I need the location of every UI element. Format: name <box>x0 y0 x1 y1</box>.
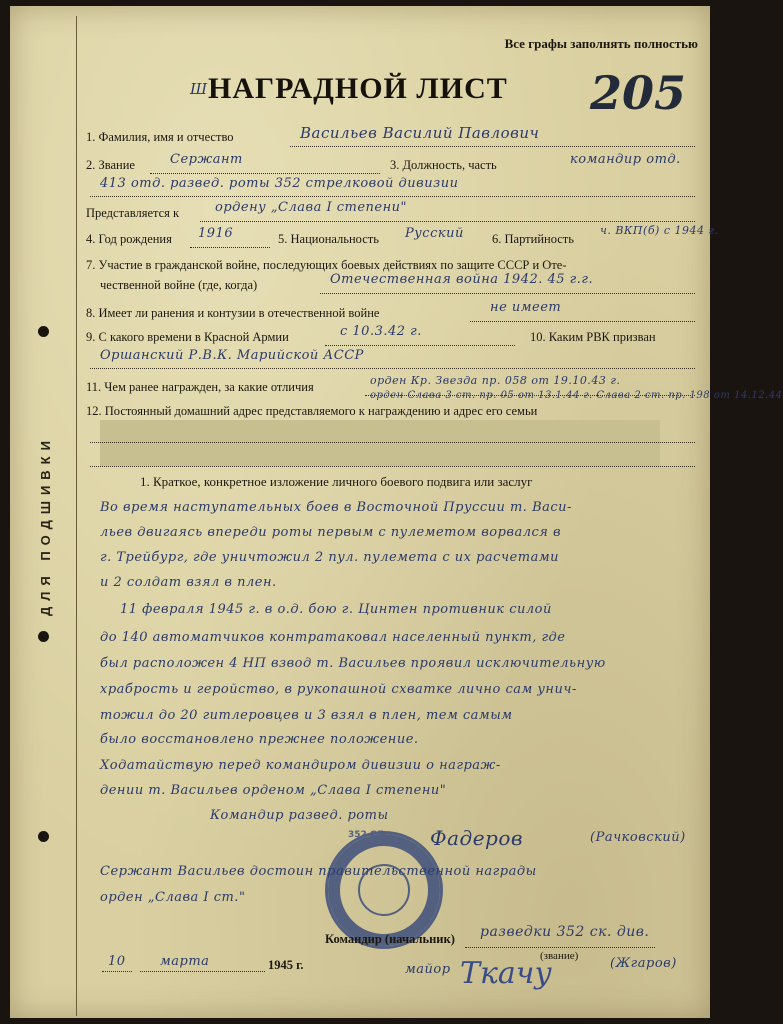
field-1-value: Васильев Василий Павлович <box>300 124 540 142</box>
field-2-label: 2. Звание <box>86 158 135 172</box>
document-title: НАГРАДНОЙ ЛИСТ <box>208 72 508 105</box>
field-5-label: 5. Национальность <box>278 232 379 246</box>
section-1-heading: 1. Краткое, конкретное изложение личного боевого подвига или заслуг <box>140 474 533 489</box>
field-8-label: 8. Имеет ли ранения и контузии в отечественной войне <box>86 306 380 320</box>
punch-hole <box>38 831 49 842</box>
field-2-value: Сержант <box>170 152 243 167</box>
field-7-label-1: 7. Участие в гражданской войне, последующих боевых действиях по защите СССР и Оте- <box>86 258 567 272</box>
document-number: 205 <box>590 66 687 120</box>
stamp-text: 352 СД <box>348 830 385 840</box>
stamp-emblem <box>358 864 410 916</box>
field-2-line <box>150 173 380 174</box>
commander-signature: Фадеров <box>430 826 524 850</box>
commander-line <box>465 947 655 948</box>
represented-value: ордену „Слава I степени" <box>215 200 408 215</box>
narrative-line: и 2 солдат взял в плен. <box>100 575 277 590</box>
field-12-line <box>90 442 695 443</box>
narrative-line: Командир развед. роты <box>210 808 389 823</box>
fill-all-notice: Все графы заполнять полностью <box>504 36 698 51</box>
punch-hole <box>38 326 49 337</box>
field-9-label: 9. С какого времени в Красной Армии <box>86 330 289 344</box>
field-6-value: ч. ВКП(б) с 1944 г. <box>600 224 719 237</box>
field-4-line <box>190 247 270 248</box>
field-11-value: орден Кр. Звезда пр. 058 от 19.10.43 г. <box>370 374 621 387</box>
field-5-value: Русский <box>405 226 464 241</box>
field-3-line <box>90 196 695 197</box>
field-12-line <box>90 466 695 467</box>
commander-value: разведки 352 ск. див. <box>480 924 650 940</box>
narrative-line: дении т. Васильев орденом „Слава I степени" <box>100 783 447 798</box>
field-4-value: 1916 <box>198 226 234 241</box>
commander-label: Командир (начальник) <box>325 932 455 946</box>
rank-label: (звание) <box>540 950 579 962</box>
field-3-continuation: 413 отд. развед. роты 352 стрелковой дивизии <box>100 176 459 191</box>
rank-value: майор <box>405 962 451 977</box>
field-12-label: 12. Постоянный домашний адрес представляемого к награждению и адрес его семьи <box>86 404 538 418</box>
signer-name: (Жгаров) <box>610 956 677 971</box>
date-month-line <box>140 971 265 972</box>
represented-line <box>200 221 695 222</box>
field-7-label-2: чественной войне (где, когда) <box>100 278 258 292</box>
award-sheet <box>10 6 783 1018</box>
field-11-label: 11. Чем ранее награжден, за какие отличия <box>86 380 314 394</box>
narrative-line: до 140 автоматчиков контратаковал населенный пункт, где <box>100 630 566 645</box>
narrative-line: было восстановлено прежнее положение. <box>100 732 419 747</box>
title-prefix: Ш <box>190 80 208 98</box>
field-7-value: Отечественная война 1942. 45 г.г. <box>330 272 594 287</box>
narrative-line: льев двигаясь впереди роты первым с пулеметом ворвался в <box>100 525 562 540</box>
resolution-line: Сержант Васильев достоин правительственной награды <box>100 864 537 879</box>
narrative-line: храбрость и геройство, в рукопашной схватке лично сам унич- <box>100 682 577 697</box>
date-year: 1945 г. <box>268 958 304 972</box>
field-1-line <box>290 146 695 147</box>
date-day-line <box>102 971 132 972</box>
narrative-line: тожил до 20 гитлеровцев и 3 взял в плен, тем самым <box>100 708 513 723</box>
field-10-value: Оршанский Р.В.К. Марийской АССР <box>100 348 364 363</box>
binding-margin-line <box>76 16 77 1016</box>
date-month: марта <box>160 954 210 969</box>
field-10-label: 10. Каким РВК призван <box>530 330 656 344</box>
represented-label: Представляется к <box>86 206 180 220</box>
field-8-line <box>470 321 695 322</box>
field-4-label: 4. Год рождения <box>86 232 172 246</box>
field-6-label: 6. Партийность <box>492 232 574 246</box>
final-signature: Ткачу <box>460 956 552 991</box>
narrative-line: г. Трейбург, где уничтожил 2 пул. пулемета с их расчетами <box>100 550 559 565</box>
narrative-line: был расположен 4 НП взвод т. Васильев проявил исключительную <box>100 656 606 671</box>
narrative-line: 11 февраля 1945 г. в о.д. бою г. Цинтен противник силой <box>120 602 552 617</box>
field-3-label: 3. Должность, часть <box>390 158 497 172</box>
field-1-label: 1. Фамилия, имя и отчество <box>86 130 234 144</box>
binding-label: ДЛЯ ПОДШИВКИ <box>38 435 53 616</box>
narrative-line: Ходатайствую перед командиром дивизии о награж- <box>100 758 501 773</box>
field-9-line <box>325 345 515 346</box>
field-9-value: с 10.3.42 г. <box>340 324 422 339</box>
field-10-line <box>90 368 695 369</box>
field-8-value: не имеет <box>490 300 562 315</box>
date-day: 10 <box>108 954 126 969</box>
field-11-continuation: орден Слава 3 ст. пр. 05 от 13.1.44 г. Слава 2 ст. пр. 198 от 14.12.44 <box>370 390 783 401</box>
resolution-line: орден „Слава I ст." <box>100 890 246 905</box>
narrative-line: Во время наступательных боев в Восточной Пруссии т. Васи- <box>100 500 572 515</box>
field-3-value: командир отд. <box>570 152 681 167</box>
redacted-address <box>100 420 660 466</box>
field-7-line <box>320 293 695 294</box>
commander-name: (Рачковский) <box>590 830 686 845</box>
punch-hole <box>38 631 49 642</box>
